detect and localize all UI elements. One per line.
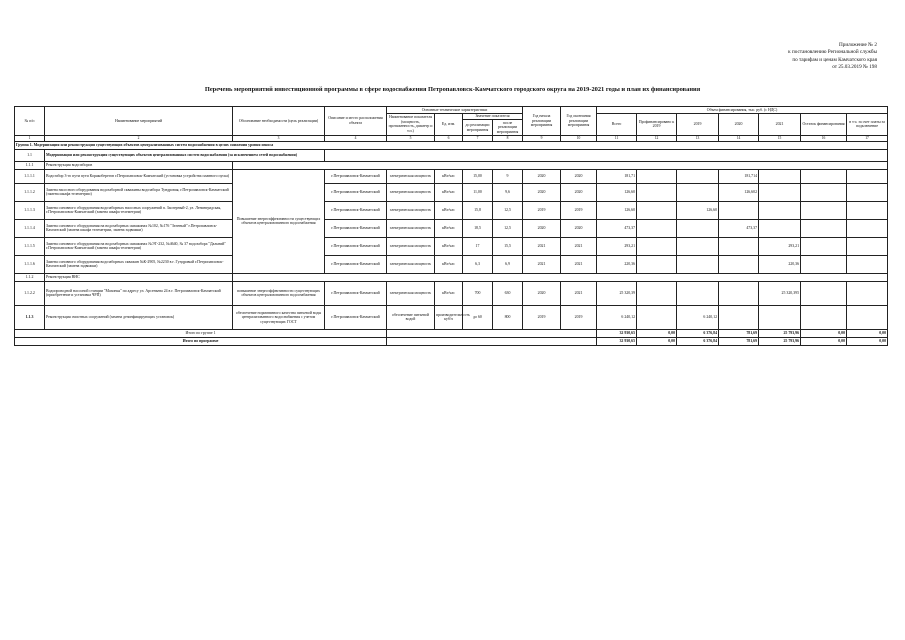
header-finance: Объем финансирования, тыс. руб. (с НДС) xyxy=(597,107,888,114)
row-incl xyxy=(847,237,888,255)
header-main-chars: Основные технические характеристики xyxy=(387,107,523,114)
row-2021: 293,21 xyxy=(759,237,801,255)
row-incl xyxy=(847,201,888,219)
row-num: 1.1.1.2 xyxy=(15,183,45,201)
row-before: 700 xyxy=(463,281,493,305)
row-year-end: 2020 xyxy=(561,183,597,201)
row-char: электрическая мощность xyxy=(387,255,435,273)
row-remaining xyxy=(801,219,847,237)
row-remaining xyxy=(801,169,847,183)
row-name: Замена основного оборудования водозаборных насосных сооружений п. Заозерный-2, ул. Ленинградская, г.Петропавловск-Камчатский (замена шкафа телеметрии) xyxy=(45,201,233,219)
subsection-row xyxy=(15,161,888,169)
header-value: Значение показателя xyxy=(463,113,523,120)
group-total-2019: 6 376,84 xyxy=(677,329,719,337)
row-2020: 181,714 xyxy=(719,169,759,183)
row-name: Замена основного оборудования на водозаборных скважинах №102, №176 "Зеленый" г.Петропавловск-Камчатский (замена шкафа телеметрии, замена задвижки) xyxy=(45,219,233,237)
row-name: Замена основного оборудования на водозаборных скважинах №ЭТ-232, №4640, № 37 водозабора "Дальний" г.Петропавловск-Камчатский (замена шкафа телеметрии) xyxy=(45,237,233,255)
row-incl xyxy=(847,281,888,305)
row-remaining xyxy=(801,305,847,329)
row-unit: кВт/час xyxy=(435,201,463,219)
row-2019: 6 240,12 xyxy=(677,305,719,329)
row-2019 xyxy=(677,255,719,273)
col-number: 7 xyxy=(463,135,493,141)
row-num: 1.1.3 xyxy=(15,305,45,329)
row-incl xyxy=(847,305,888,329)
row-remaining xyxy=(801,183,847,201)
row-year-end: 2021 xyxy=(561,237,597,255)
row-2019 xyxy=(677,169,719,183)
row-num: 1.1.2.2 xyxy=(15,281,45,305)
row-total: 220,36 xyxy=(597,255,637,273)
group-total-2020: 781,69 xyxy=(719,329,759,337)
col-number: 15 xyxy=(759,135,801,141)
row-location: г.Петропавловск-Камчатский xyxy=(325,281,387,305)
header-char-name: Наименование показателя (мощность, протяженность, диаметр и т.п.) xyxy=(387,113,435,135)
row-total: 126,60 xyxy=(597,201,637,219)
approval-line-1: Приложение № 2 xyxy=(839,42,877,48)
row-year-start: 2020 xyxy=(523,219,561,237)
row-2019 xyxy=(677,281,719,305)
row-num: 1.1.1.4 xyxy=(15,219,45,237)
col-number: 14 xyxy=(719,135,759,141)
approval-line-4: от 25.03.2019 № 198 xyxy=(832,64,877,71)
col-number: 11 xyxy=(597,135,637,141)
row-financed xyxy=(637,281,677,305)
row-unit: кВт/час xyxy=(435,255,463,273)
row-financed xyxy=(637,255,677,273)
row-total: 25 320,39 xyxy=(597,281,637,305)
row-before: 15,00 xyxy=(463,169,493,183)
group-total-remaining: 0,00 xyxy=(801,329,847,337)
approval-line-3: по тарифам и ценам Камчатского края xyxy=(792,56,877,63)
row-remaining xyxy=(801,281,847,305)
section-num: 1.1 xyxy=(15,149,45,161)
col-number: 3 xyxy=(233,135,325,141)
header-name: Наименование мероприятий xyxy=(45,107,233,136)
row-2020 xyxy=(719,281,759,305)
row-location: г.Петропавловск-Камчатский xyxy=(325,237,387,255)
row-incl xyxy=(847,255,888,273)
row-unit: кВт/час xyxy=(435,281,463,305)
section-title: Модернизация или реконструкция существующих объектов централизованных систем водоснабжения (за исключением сетей водоснабжения) xyxy=(45,149,325,161)
row-financed xyxy=(637,305,677,329)
program-total-2020: 781,69 xyxy=(719,337,759,345)
row-unit: кВт/час xyxy=(435,169,463,183)
row-financed xyxy=(637,183,677,201)
row-before: до 60 xyxy=(463,305,493,329)
table-row xyxy=(15,237,888,255)
header-num: № п/п xyxy=(15,107,45,136)
row-reason: обеспечение нормативного качества питьевой воды централизованного водоснабжения с учетом существующих ГОСТ xyxy=(233,305,325,329)
table-row xyxy=(15,169,888,183)
header-before: до реализации мероприятия xyxy=(463,120,493,136)
row-before: 18,5 xyxy=(463,219,493,237)
program-total-sum: 32 930,65 xyxy=(597,337,637,345)
program-total-2021: 25 793,96 xyxy=(759,337,801,345)
row-after: 630 xyxy=(493,281,523,305)
row-2019 xyxy=(677,237,719,255)
row-year-start: 2019 xyxy=(523,201,561,219)
subsection-num: 1.1.1 xyxy=(15,161,45,169)
group-row xyxy=(15,141,888,149)
header-location: Описание и место расположения объекта xyxy=(325,107,387,136)
row-2021: 25 320,395 xyxy=(759,281,801,305)
row-location: г.Петропавловск-Камчатский xyxy=(325,255,387,273)
row-remaining xyxy=(801,237,847,255)
group-total-sum: 32 930,65 xyxy=(597,329,637,337)
header-year-end: Год окончания реализации мероприятия xyxy=(561,107,597,136)
row-2019: 126,60 xyxy=(677,201,719,219)
row-char: электрическая мощность xyxy=(387,219,435,237)
row-remaining xyxy=(801,255,847,273)
row-2021 xyxy=(759,305,801,329)
table-row xyxy=(15,183,888,201)
row-location: г.Петропавловск-Камчатский xyxy=(325,183,387,201)
row-2019 xyxy=(677,183,719,201)
row-2020: 473,37 xyxy=(719,219,759,237)
col-number: 13 xyxy=(677,135,719,141)
row-2021 xyxy=(759,169,801,183)
approval-block xyxy=(707,42,877,72)
row-char: электрическая мощность xyxy=(387,169,435,183)
row-incl xyxy=(847,169,888,183)
program-total-remaining: 0,00 xyxy=(801,337,847,345)
col-number: 5 xyxy=(387,135,435,141)
row-2020 xyxy=(719,201,759,219)
header-2019: 2019 xyxy=(677,113,719,135)
row-location: г.Петропавловск-Камчатский xyxy=(325,169,387,183)
row-financed xyxy=(637,219,677,237)
group-title: Группа 1. Модернизация или реконструкция существующих объектов централизованных систем водоснабжения в целях снижения уровня износа xyxy=(15,141,888,149)
row-char: электрическая мощность xyxy=(387,281,435,305)
row-num: 1.1.1.6 xyxy=(15,255,45,273)
row-2021 xyxy=(759,183,801,201)
header-unit: Ед. изм. xyxy=(435,113,463,135)
row-after: 6,9 xyxy=(493,255,523,273)
row-after: 800 xyxy=(493,305,523,329)
row-before: 11,00 xyxy=(463,183,493,201)
row-char: электрическая мощность xyxy=(387,237,435,255)
subsection-num: 1.1.2 xyxy=(15,273,45,281)
group-total-incl: 0,00 xyxy=(847,329,888,337)
row-after: 12,5 xyxy=(493,201,523,219)
row-total: 6 240,12 xyxy=(597,305,637,329)
row-year-start: 2020 xyxy=(523,183,561,201)
row-unit: кВт/час xyxy=(435,183,463,201)
row-year-start: 2020 xyxy=(523,281,561,305)
group-total-label: Итого по группе 1 xyxy=(15,329,387,337)
program-total-2019: 6 376,84 xyxy=(677,337,719,345)
row-after: 15,5 xyxy=(493,237,523,255)
header-remaining: Остаток финансирования xyxy=(801,113,847,135)
col-number: 2 xyxy=(45,135,233,141)
row-2020 xyxy=(719,305,759,329)
table-row xyxy=(15,305,888,329)
row-2020 xyxy=(719,255,759,273)
row-year-end: 2019 xyxy=(561,201,597,219)
row-char: обеспечение питьевой водой xyxy=(387,305,435,329)
row-2020 xyxy=(719,237,759,255)
col-number: 16 xyxy=(801,135,847,141)
row-total: 473,37 xyxy=(597,219,637,237)
col-number: 4 xyxy=(325,135,387,141)
row-remaining xyxy=(801,201,847,219)
header-total: Всего xyxy=(597,113,637,135)
row-location: г.Петропавловск-Камчатский xyxy=(325,305,387,329)
program-total-financed: 0,00 xyxy=(637,337,677,345)
header-after: после реализации мероприятия xyxy=(493,120,523,136)
col-number: 17 xyxy=(847,135,888,141)
row-unit: производительность куб/ч xyxy=(435,305,463,329)
table-row xyxy=(15,219,888,237)
row-name: Реконструкция очистных сооружений (замена дезинфицирующих установок) xyxy=(45,305,233,329)
col-number: 9 xyxy=(523,135,561,141)
row-financed xyxy=(637,237,677,255)
group-total-row xyxy=(15,329,888,337)
row-reason: повышение энергоэффективности существующих объектов централизованного водоснабжения xyxy=(233,281,325,305)
row-name: Водозабор 3-го пути пути Корякоберегов г.Петропавловск-Камчатский (установка устройства плавного пуска) xyxy=(45,169,233,183)
row-total: 181,71 xyxy=(597,169,637,183)
row-reason: Повышение энергоэффективности существующих объектов централизованного водоснабжения xyxy=(233,169,325,273)
row-year-start: 2021 xyxy=(523,237,561,255)
row-incl xyxy=(847,219,888,237)
row-num: 1.1.1.3 xyxy=(15,201,45,219)
row-after: 9,6 xyxy=(493,183,523,201)
row-num: 1.1.1.1 xyxy=(15,169,45,183)
row-after: 9 xyxy=(493,169,523,183)
row-name: Замена насосного оборудования водозаборной скважины водозабора Тундровая, г.Петропавловск-Камчатский (замена шкафа телеметрии) xyxy=(45,183,233,201)
row-before: 17 xyxy=(463,237,493,255)
program-total-label: Итого по программе xyxy=(15,337,387,345)
row-char: электрическая мощность xyxy=(387,201,435,219)
row-location: г.Петропавловск-Камчатский xyxy=(325,201,387,219)
group-total-financed: 0,00 xyxy=(637,329,677,337)
header-2020: 2020 xyxy=(719,113,759,135)
group-total-2021: 25 793,96 xyxy=(759,329,801,337)
header-year-start: Год начала реализации мероприятия xyxy=(523,107,561,136)
row-year-start: 2021 xyxy=(523,255,561,273)
row-unit: кВт/час xyxy=(435,237,463,255)
header-reason: Обоснование необходимости (цель реализации) xyxy=(233,107,325,136)
col-number: 10 xyxy=(561,135,597,141)
investment-table-container xyxy=(14,106,887,346)
header-2021: 2021 xyxy=(759,113,801,135)
program-total-incl: 0,00 xyxy=(847,337,888,345)
header-financed: Профинансировано к 2019 xyxy=(637,113,677,135)
row-before: 6,3 xyxy=(463,255,493,273)
table-row xyxy=(15,255,888,273)
subsection-row xyxy=(15,273,888,281)
subsection-title: Реконструкция водозаборов xyxy=(45,161,233,169)
program-total-row xyxy=(15,337,888,345)
row-year-end: 2021 xyxy=(561,255,597,273)
document-title: Перечень мероприятий инвестиционной программы в сфере водоснабжения Петропавловск-Камчатского городского округа на 2019-2021 годы и план их финансирования xyxy=(204,86,701,93)
row-2021 xyxy=(759,201,801,219)
header-incl: в т.ч. за счет платы за подключение xyxy=(847,113,888,135)
row-year-start: 2020 xyxy=(523,169,561,183)
row-2021 xyxy=(759,219,801,237)
row-location: г.Петропавловск-Камчатский xyxy=(325,219,387,237)
row-total: 126,60 xyxy=(597,183,637,201)
row-unit: кВт/час xyxy=(435,219,463,237)
row-after: 12,5 xyxy=(493,219,523,237)
row-year-end: 2019 xyxy=(561,305,597,329)
row-year-end: 2020 xyxy=(561,169,597,183)
col-number: 12 xyxy=(637,135,677,141)
row-year-start: 2019 xyxy=(523,305,561,329)
row-year-end: 2020 xyxy=(561,219,597,237)
table-row xyxy=(15,201,888,219)
col-number: 1 xyxy=(15,135,45,141)
row-char: электрическая мощность xyxy=(387,183,435,201)
row-num: 1.1.1.5 xyxy=(15,237,45,255)
row-2021: 220,36 xyxy=(759,255,801,273)
row-2020: 126,602 xyxy=(719,183,759,201)
row-2019 xyxy=(677,219,719,237)
row-year-end: 2021 xyxy=(561,281,597,305)
subsection-title: Реконструкция ВНС xyxy=(45,273,233,281)
row-before: 15,8 xyxy=(463,201,493,219)
col-number: 6 xyxy=(435,135,463,141)
row-name: Водопроводной насосной станции "Махонья" по адресу ул. Арсеньева 24 в г. Петропавловск-Камчатский (приобретение и установка ЧРП) xyxy=(45,281,233,305)
row-financed xyxy=(637,169,677,183)
approval-line-2: к постановлению Региональной службы xyxy=(788,49,877,56)
row-incl xyxy=(847,183,888,201)
col-number: 8 xyxy=(493,135,523,141)
row-total: 293,21 xyxy=(597,237,637,255)
row-financed xyxy=(637,201,677,219)
section-row xyxy=(15,149,888,161)
row-name: Замена основного оборудования водозаборных скважин №К-2905, №2230 в г. Гундровый г.Петропавловск-Камчатский (замена задвижки) xyxy=(45,255,233,273)
table-row xyxy=(15,281,888,305)
investment-table xyxy=(14,106,888,346)
